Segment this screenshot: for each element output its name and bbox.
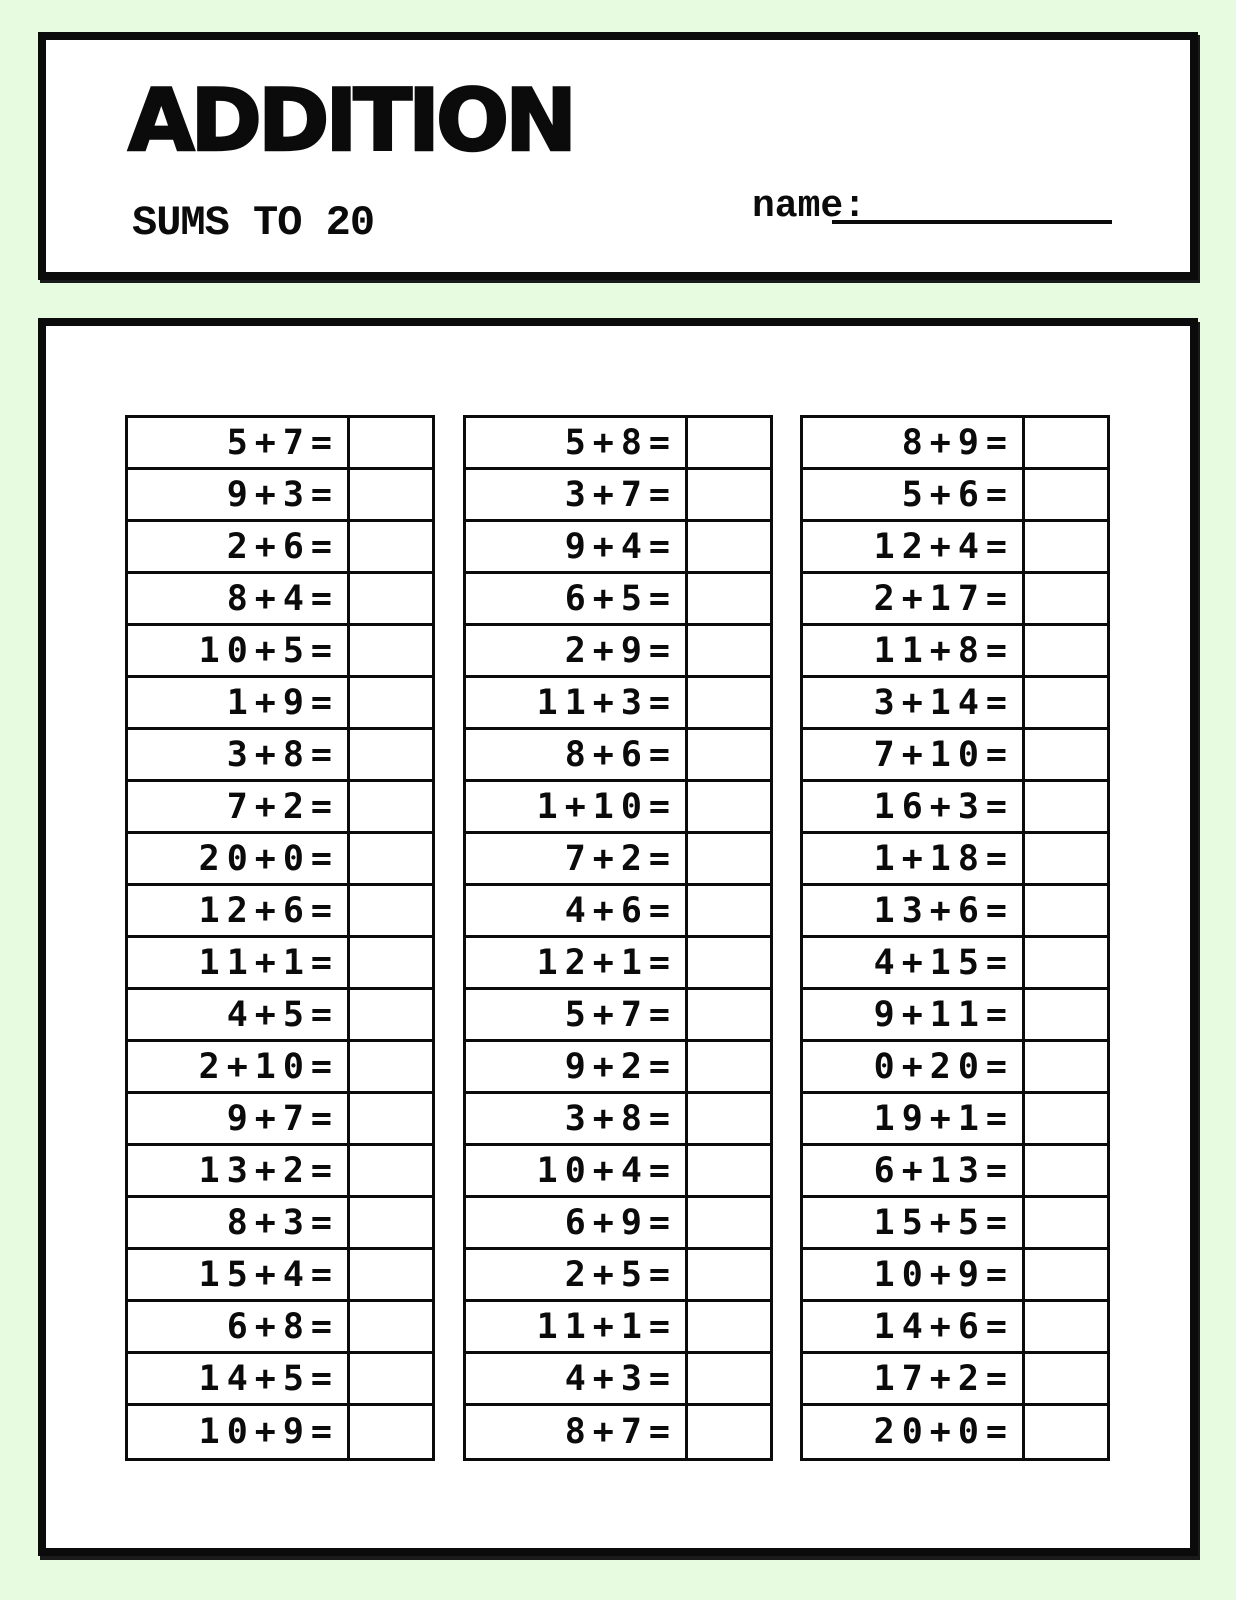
problem-row <box>128 1146 432 1198</box>
problem-row <box>803 470 1107 522</box>
answer-box <box>1025 1146 1107 1195</box>
problem-text: 15+5= <box>803 1198 1025 1247</box>
problem-row <box>803 1042 1107 1094</box>
answer-box <box>350 1198 432 1247</box>
problem-row <box>803 782 1107 834</box>
worksheet-title: ADDITION <box>128 71 574 171</box>
problem-row <box>466 1354 770 1406</box>
answer-box <box>1025 730 1107 779</box>
problem-row <box>466 938 770 990</box>
answer-box <box>1025 886 1107 935</box>
answer-box <box>350 1094 432 1143</box>
answer-box <box>1025 470 1107 519</box>
problem-text: 12+4= <box>803 522 1025 571</box>
problem-row <box>803 1250 1107 1302</box>
problem-row <box>803 1146 1107 1198</box>
worksheet-box <box>38 318 1198 1556</box>
answer-box <box>688 834 770 883</box>
answer-box <box>350 1042 432 1091</box>
problem-text: 7+2= <box>128 782 350 831</box>
answer-box <box>688 1302 770 1351</box>
problem-row <box>466 1146 770 1198</box>
problem-text: 17+2= <box>803 1354 1025 1403</box>
problem-row <box>128 418 432 470</box>
problem-row <box>128 990 432 1042</box>
problem-row <box>128 522 432 574</box>
problem-row <box>128 1302 432 1354</box>
problem-text: 0+20= <box>803 1042 1025 1091</box>
answer-box <box>688 626 770 675</box>
problem-row <box>466 1198 770 1250</box>
problem-row <box>128 1406 432 1458</box>
problem-text: 6+9= <box>466 1198 688 1247</box>
problem-text: 10+9= <box>803 1250 1025 1299</box>
problem-text: 12+6= <box>128 886 350 935</box>
answer-box <box>350 522 432 571</box>
problem-row <box>466 1250 770 1302</box>
problem-text: 10+4= <box>466 1146 688 1195</box>
answer-box <box>1025 1354 1107 1403</box>
problem-row <box>803 834 1107 886</box>
problem-text: 5+6= <box>803 470 1025 519</box>
answer-box <box>1025 418 1107 467</box>
worksheet-subtitle: SUMS TO 20 <box>132 199 375 247</box>
problem-text: 4+5= <box>128 990 350 1039</box>
answer-box <box>1025 1302 1107 1351</box>
answer-box <box>688 1406 770 1458</box>
problem-row <box>466 1406 770 1458</box>
problem-row <box>466 730 770 782</box>
answer-box <box>688 730 770 779</box>
answer-box <box>1025 938 1107 987</box>
name-fill-in-line <box>832 190 1112 224</box>
answer-box <box>1025 1198 1107 1247</box>
problem-text: 5+7= <box>466 990 688 1039</box>
answer-box <box>1025 522 1107 571</box>
answer-box <box>350 1146 432 1195</box>
answer-box <box>688 522 770 571</box>
problem-text: 2+9= <box>466 626 688 675</box>
answer-box <box>688 1042 770 1091</box>
answer-box <box>688 1354 770 1403</box>
problem-text: 12+1= <box>466 938 688 987</box>
problem-text: 9+7= <box>128 1094 350 1143</box>
problem-row <box>803 886 1107 938</box>
problems-table-2 <box>463 415 773 1461</box>
problem-row <box>803 574 1107 626</box>
problem-row <box>803 1406 1107 1458</box>
problem-row <box>466 418 770 470</box>
problem-text: 20+0= <box>803 1406 1025 1458</box>
problem-text: 10+5= <box>128 626 350 675</box>
answer-box <box>350 1302 432 1351</box>
problem-text: 8+9= <box>803 418 1025 467</box>
problem-row <box>803 938 1107 990</box>
answer-box <box>1025 678 1107 727</box>
problem-row <box>128 834 432 886</box>
problem-text: 8+4= <box>128 574 350 623</box>
problem-text: 9+3= <box>128 470 350 519</box>
problem-row <box>128 574 432 626</box>
answer-box <box>688 1094 770 1143</box>
answer-box <box>1025 574 1107 623</box>
answer-box <box>350 730 432 779</box>
problem-row <box>128 1094 432 1146</box>
problem-row <box>128 1042 432 1094</box>
problem-row <box>128 470 432 522</box>
answer-box <box>350 1250 432 1299</box>
problem-text: 5+8= <box>466 418 688 467</box>
problem-row <box>466 522 770 574</box>
problem-row <box>466 990 770 1042</box>
answer-box <box>1025 1250 1107 1299</box>
problem-text: 3+8= <box>128 730 350 779</box>
problem-text: 11+3= <box>466 678 688 727</box>
answer-box <box>688 1250 770 1299</box>
problem-text: 2+10= <box>128 1042 350 1091</box>
answer-box <box>350 782 432 831</box>
problem-row <box>128 938 432 990</box>
answer-box <box>688 782 770 831</box>
problem-text: 11+8= <box>803 626 1025 675</box>
answer-box <box>688 1146 770 1195</box>
problem-row <box>803 730 1107 782</box>
problem-text: 6+8= <box>128 1302 350 1351</box>
header-box <box>38 32 1198 280</box>
problem-row <box>466 626 770 678</box>
answer-box <box>350 626 432 675</box>
problem-text: 16+3= <box>803 782 1025 831</box>
problem-row <box>466 574 770 626</box>
answer-box <box>688 886 770 935</box>
answer-box <box>688 678 770 727</box>
problem-text: 5+7= <box>128 418 350 467</box>
problem-row <box>803 678 1107 730</box>
answer-box <box>350 1354 432 1403</box>
answer-box <box>688 574 770 623</box>
problem-text: 8+3= <box>128 1198 350 1247</box>
problem-text: 8+7= <box>466 1406 688 1458</box>
problem-row <box>803 1354 1107 1406</box>
answer-box <box>350 418 432 467</box>
problem-text: 4+6= <box>466 886 688 935</box>
answer-box <box>1025 834 1107 883</box>
answer-box <box>1025 1042 1107 1091</box>
answer-box <box>350 990 432 1039</box>
problem-text: 20+0= <box>128 834 350 883</box>
problem-row <box>128 1198 432 1250</box>
answer-box <box>1025 626 1107 675</box>
problem-text: 6+5= <box>466 574 688 623</box>
answer-box <box>350 678 432 727</box>
answer-box <box>688 418 770 467</box>
problem-text: 8+6= <box>466 730 688 779</box>
answer-box <box>1025 1094 1107 1143</box>
problem-row <box>803 1302 1107 1354</box>
problem-text: 3+14= <box>803 678 1025 727</box>
problem-row <box>466 1094 770 1146</box>
answer-box <box>350 886 432 935</box>
answer-box <box>688 938 770 987</box>
answer-box <box>688 470 770 519</box>
answer-box <box>1025 990 1107 1039</box>
problem-text: 4+3= <box>466 1354 688 1403</box>
problem-row <box>803 990 1107 1042</box>
answer-box <box>350 470 432 519</box>
answer-box <box>688 990 770 1039</box>
problem-row <box>128 1354 432 1406</box>
problem-row <box>466 1302 770 1354</box>
problem-text: 19+1= <box>803 1094 1025 1143</box>
answer-box <box>688 1198 770 1247</box>
problem-text: 4+15= <box>803 938 1025 987</box>
answer-box <box>350 834 432 883</box>
problem-text: 13+6= <box>803 886 1025 935</box>
problem-text: 7+10= <box>803 730 1025 779</box>
problem-text: 15+4= <box>128 1250 350 1299</box>
answer-box <box>1025 1406 1107 1458</box>
problem-text: 14+6= <box>803 1302 1025 1351</box>
problem-text: 3+8= <box>466 1094 688 1143</box>
problem-row <box>466 678 770 730</box>
problem-text: 2+17= <box>803 574 1025 623</box>
name-label: name: <box>752 185 867 228</box>
problem-row <box>128 626 432 678</box>
problem-text: 14+5= <box>128 1354 350 1403</box>
problem-text: 9+2= <box>466 1042 688 1091</box>
answer-box <box>1025 782 1107 831</box>
problem-text: 7+2= <box>466 834 688 883</box>
answer-box <box>350 938 432 987</box>
problem-row <box>128 1250 432 1302</box>
problem-text: 1+10= <box>466 782 688 831</box>
problems-table-3 <box>800 415 1110 1461</box>
problem-text: 13+2= <box>128 1146 350 1195</box>
problem-row <box>466 470 770 522</box>
problem-row <box>803 1198 1107 1250</box>
problem-row <box>466 1042 770 1094</box>
problem-text: 2+5= <box>466 1250 688 1299</box>
problem-text: 6+13= <box>803 1146 1025 1195</box>
problem-text: 1+18= <box>803 834 1025 883</box>
answer-box <box>350 574 432 623</box>
problem-row <box>803 1094 1107 1146</box>
problem-text: 1+9= <box>128 678 350 727</box>
problem-text: 9+4= <box>466 522 688 571</box>
problem-row <box>803 626 1107 678</box>
problem-row <box>803 522 1107 574</box>
problem-text: 2+6= <box>128 522 350 571</box>
answer-box <box>350 1406 432 1458</box>
problem-row <box>466 834 770 886</box>
problems-table-1 <box>125 415 435 1461</box>
problem-text: 3+7= <box>466 470 688 519</box>
problem-text: 11+1= <box>466 1302 688 1351</box>
problem-text: 11+1= <box>128 938 350 987</box>
problem-row <box>466 782 770 834</box>
problem-text: 9+11= <box>803 990 1025 1039</box>
problem-row <box>128 886 432 938</box>
problem-text: 10+9= <box>128 1406 350 1458</box>
problem-row <box>128 730 432 782</box>
problem-row <box>128 782 432 834</box>
problem-row <box>466 886 770 938</box>
problem-row <box>128 678 432 730</box>
problem-row <box>803 418 1107 470</box>
